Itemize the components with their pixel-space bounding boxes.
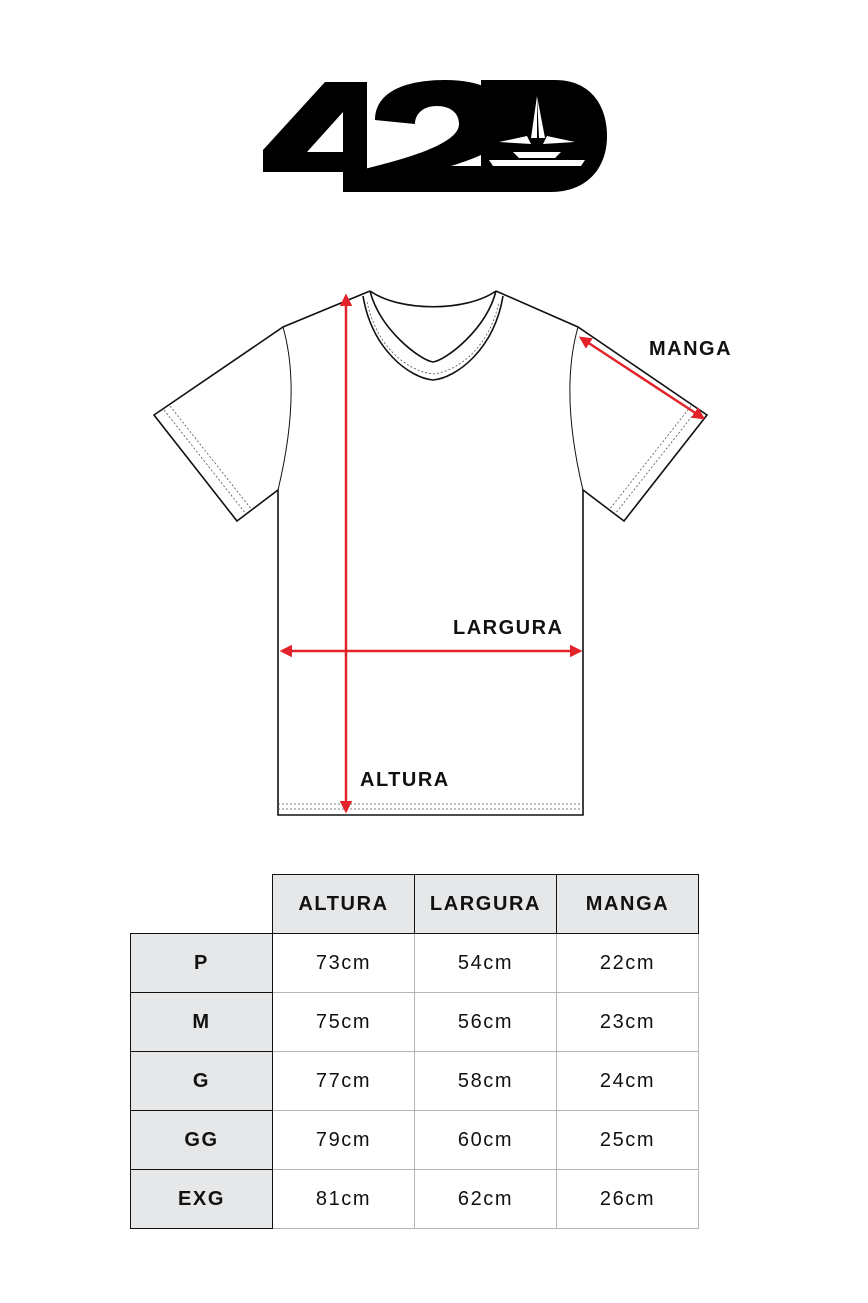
altura-value: 79cm [273, 1111, 415, 1170]
largura-value: 56cm [415, 993, 557, 1052]
manga-value: 23cm [557, 993, 699, 1052]
largura-value: 62cm [415, 1170, 557, 1229]
table-row [131, 1111, 699, 1170]
size-label: GG [131, 1111, 273, 1170]
table-row [131, 934, 699, 993]
manga-label: MANGA [649, 338, 733, 360]
altura-value: 81cm [273, 1170, 415, 1229]
tshirt-outline [154, 291, 707, 815]
size-label: P [131, 934, 273, 993]
manga-value: 24cm [557, 1052, 699, 1111]
table-row [131, 1052, 699, 1111]
size-table [130, 874, 699, 1229]
manga-value: 26cm [557, 1170, 699, 1229]
altura-value: 73cm [273, 934, 415, 993]
brand-logo [255, 70, 615, 200]
altura-value: 75cm [273, 993, 415, 1052]
table-header-row [131, 875, 699, 934]
largura-value: 58cm [415, 1052, 557, 1111]
largura-value: 54cm [415, 934, 557, 993]
tshirt-diagram [0, 270, 868, 830]
header-manga: MANGA [557, 875, 699, 934]
altura-label: ALTURA [360, 769, 450, 791]
manga-value: 22cm [557, 934, 699, 993]
size-label: M [131, 993, 273, 1052]
largura-label: LARGURA [453, 617, 564, 639]
size-label: EXG [131, 1170, 273, 1229]
manga-value: 25cm [557, 1111, 699, 1170]
size-label: G [131, 1052, 273, 1111]
header-altura: ALTURA [273, 875, 415, 934]
header-largura: LARGURA [415, 875, 557, 934]
table-row [131, 1170, 699, 1229]
altura-value: 77cm [273, 1052, 415, 1111]
table-row [131, 993, 699, 1052]
largura-value: 60cm [415, 1111, 557, 1170]
table-corner [131, 875, 273, 934]
stitch-lines [164, 302, 697, 809]
